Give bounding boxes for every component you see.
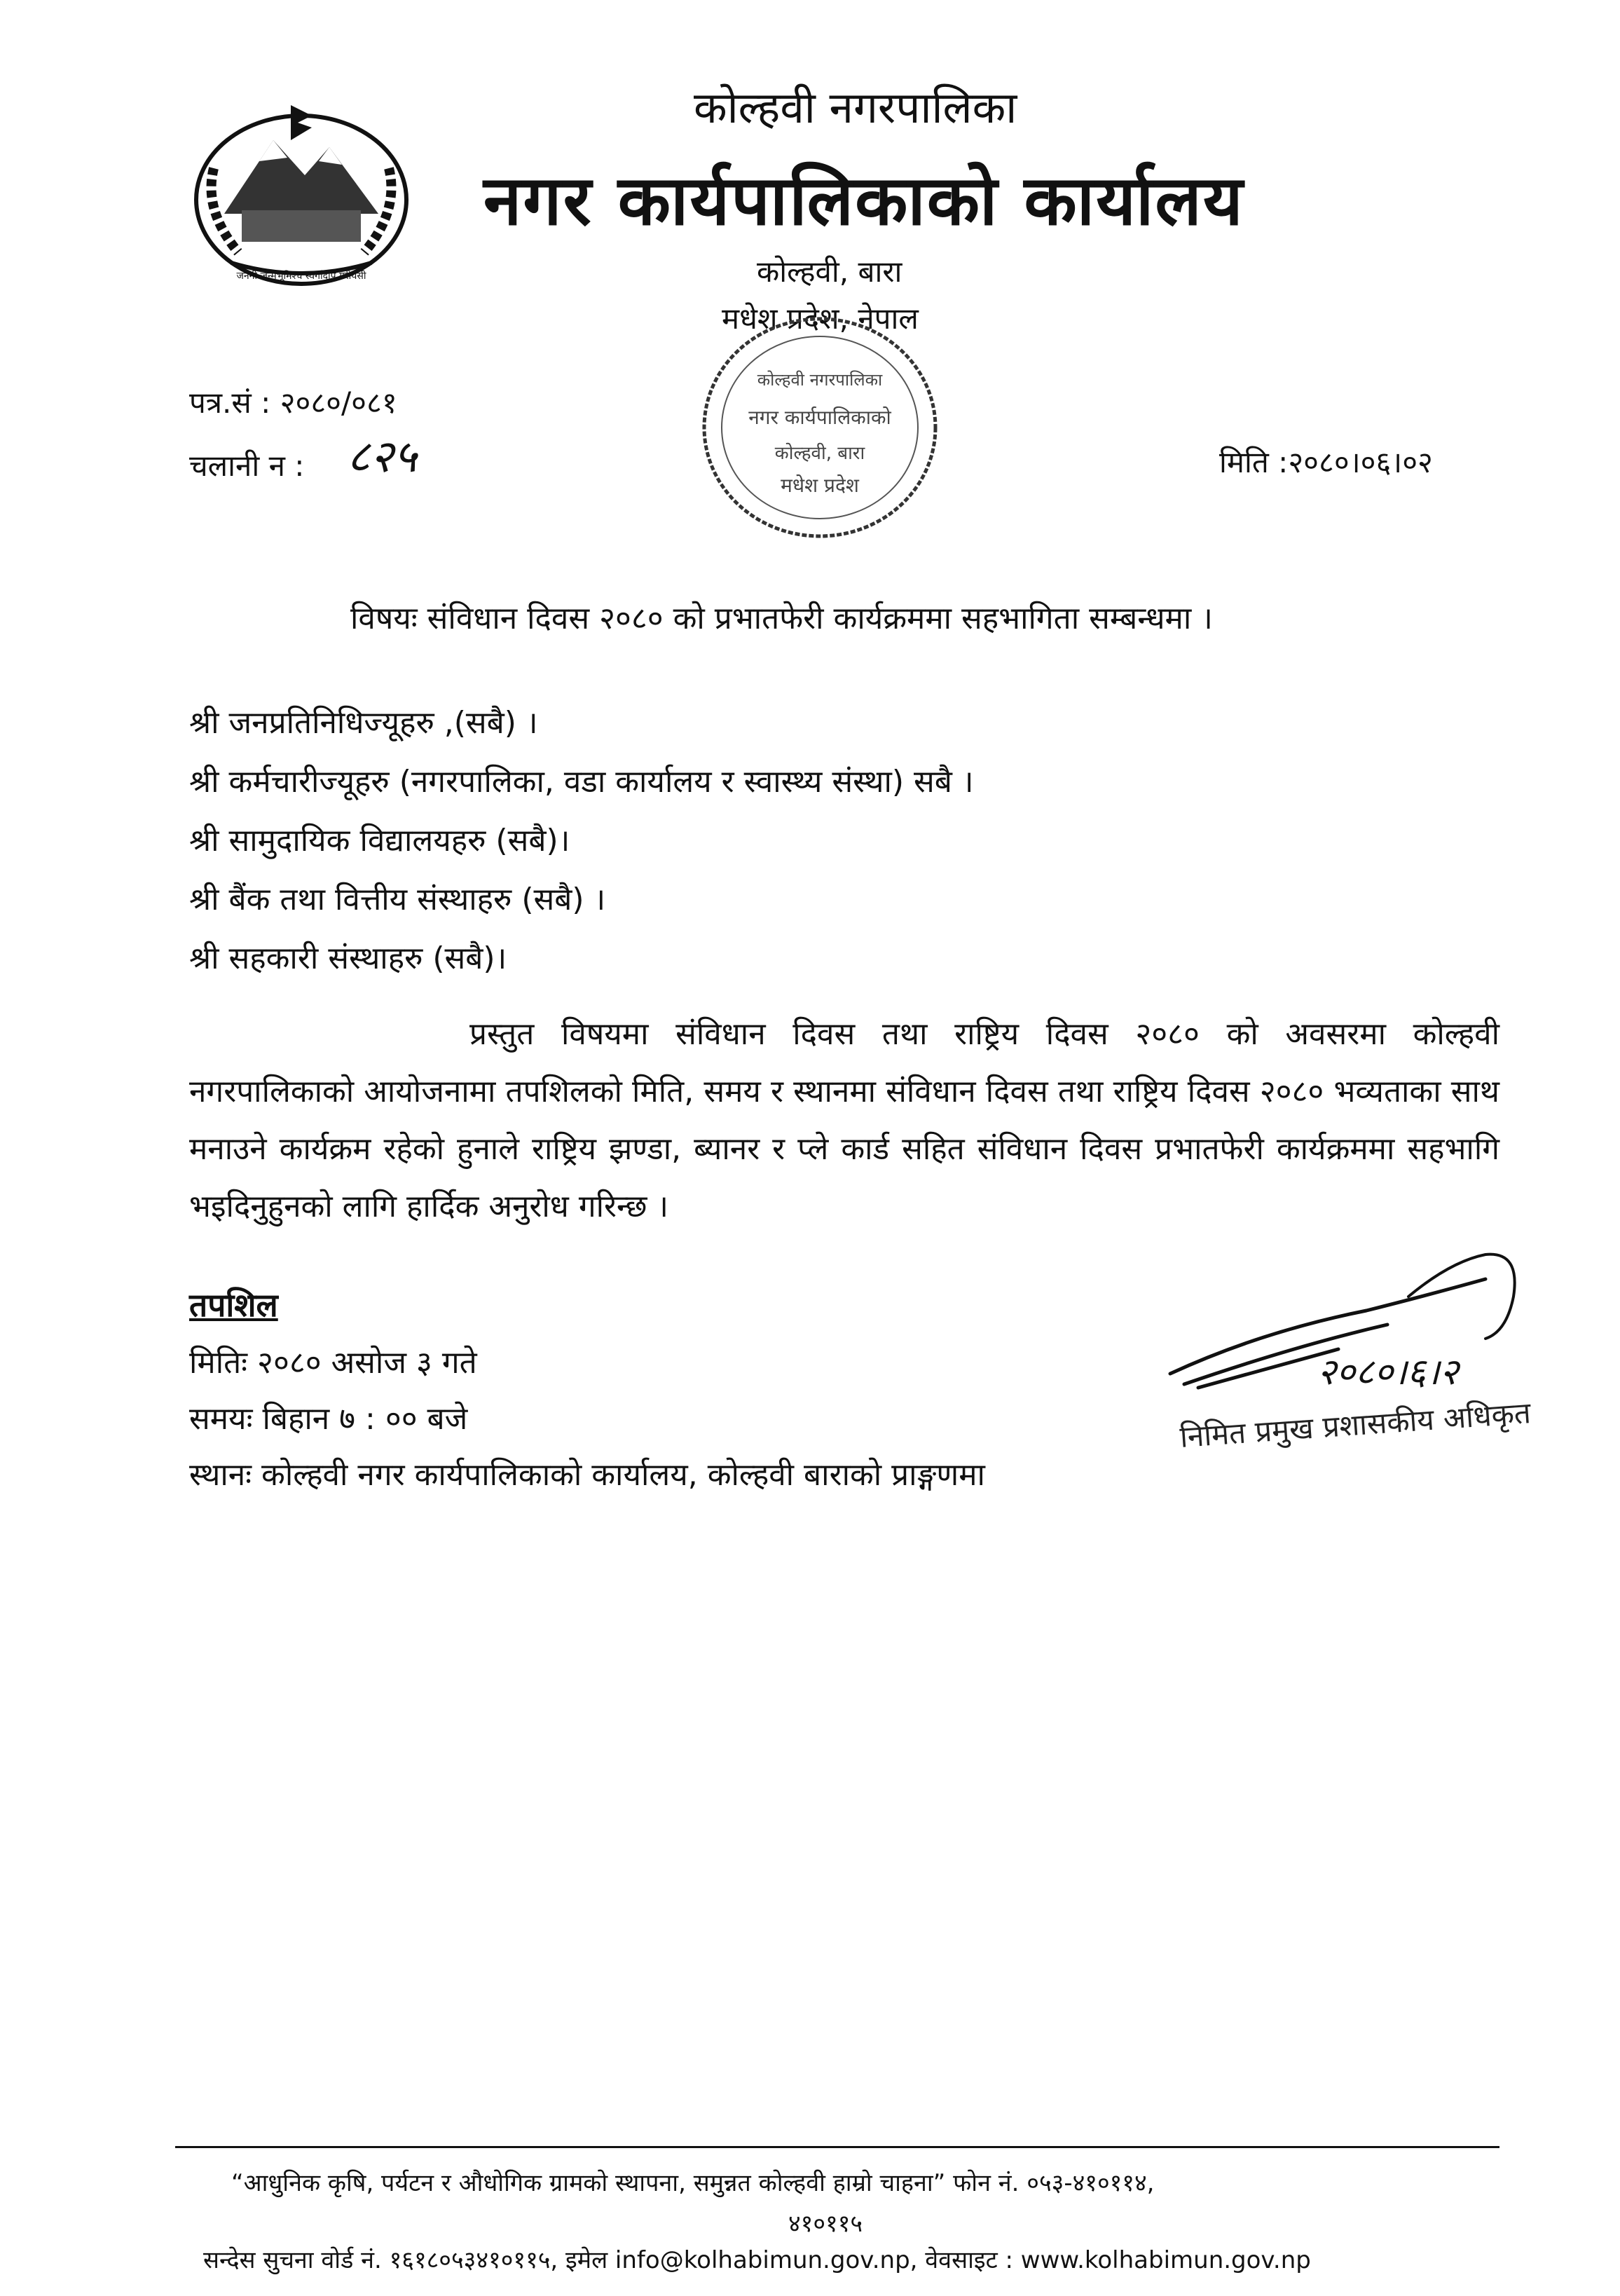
svg-text:नगर कार्यपालिकाको: नगर कार्यपालिकाको bbox=[748, 406, 891, 429]
nepal-emblem-logo bbox=[175, 91, 427, 301]
recipient-list bbox=[189, 694, 974, 988]
recipient-item: श्री बैंक तथा वित्तीय संस्थाहरु (सबै) । bbox=[189, 882, 606, 917]
dispatch-number-label: चलानी न : bbox=[189, 449, 305, 483]
event-time: समयः बिहान ७ : ०० बजे bbox=[189, 1401, 468, 1437]
address-line-1: कोल्हवी, बारा bbox=[757, 254, 902, 289]
officer-signature bbox=[1156, 1212, 1591, 1493]
address-line-2: मधेश प्रदेश, नेपाल bbox=[722, 301, 919, 336]
office-name: नगर कार्यपालिकाको कार्यालय bbox=[483, 161, 1244, 241]
svg-text:२०८०।६।२: २०८०।६।२ bbox=[1317, 1351, 1459, 1393]
event-date: मितिः २०८० असोज ३ गते bbox=[189, 1345, 477, 1381]
event-details bbox=[189, 1335, 985, 1503]
svg-text:कोल्हवी नगरपालिका: कोल्हवी नगरपालिका bbox=[757, 370, 883, 390]
letter-body bbox=[189, 1006, 1499, 1236]
letter-number-label: पत्र.सं : bbox=[189, 385, 271, 420]
svg-text:मधेश प्रदेश: मधेश प्रदेश bbox=[781, 474, 859, 497]
svg-text:कोल्हवी, बारा: कोल्हवी, बारा bbox=[774, 443, 865, 464]
letter-date-value: २०८०।०६।०२ bbox=[1288, 445, 1433, 479]
municipality-name: कोल्हवी नगरपालिका bbox=[694, 82, 1017, 133]
recipient-item: श्री सामुदायिक विद्यालयहरु (सबै)। bbox=[189, 823, 570, 859]
body-paragraph: प्रस्तुत विषयमा संविधान दिवस तथा राष्ट्रिय दिवस २०८० को अवसरमा कोल्हवी नगरपालिकाको आयोजनामा तपशिलको मिति, समय र स्थानमा संविधान दिवस तथा राष्ट्रिय दिवस २०८० भव्यताका साथ मनाउने कार्यक्रम रहेको हुनाले राष्ट्रिय झण्डा, ब्यानर र प्ले कार्ड सहित संविधान दिवस प्रभातफेरी कार्यक्रममा सहभागि भइदिनुहुनको लागि हार्दिक अनुरोध गरिन्छ । bbox=[189, 1016, 1499, 1224]
recipient-item: श्री सहकारी संस्थाहरु (सबै)। bbox=[189, 941, 507, 976]
svg-text:निमित प्रमुख प्रशासकीय अधिकृत: निमित प्रमुख प्रशासकीय अधिकृत bbox=[1179, 1395, 1532, 1454]
office-stamp bbox=[694, 308, 946, 547]
letter-date-label: मिति : bbox=[1219, 445, 1289, 479]
footer-phone-continued: ४१०११५ bbox=[788, 2210, 863, 2238]
letter-number-value: २०८०/०८१ bbox=[280, 385, 397, 420]
svg-text:जननी जन्मभूमिश्च स्वर्गादपि गर: जननी जन्मभूमिश्च स्वर्गादपि गरीयसी bbox=[236, 271, 366, 282]
footer-slogan: “आधुनिक कृषि, पर्यटन र औधोगिक ग्रामको स्थापना, समुन्नत कोल्हवी हाम्रो चाहना” bbox=[231, 2169, 946, 2197]
dispatch-number-value: ८२५ bbox=[347, 431, 417, 483]
event-place: स्थानः कोल्हवी नगर कार्यपालिकाको कार्यालय, कोल्हवी बाराको प्राङ्गणमा bbox=[189, 1457, 985, 1493]
subject-line: विषयः संविधान दिवस २०८० को प्रभातफेरी कार्यक्रममा सहभागिता सम्बन्धमा । bbox=[350, 601, 1213, 636]
recipient-item: श्री जनप्रतिनिधिज्यूहरु ,(सबै) । bbox=[189, 705, 538, 741]
recipient-item: श्री कर्मचारीज्यूहरु (नगरपालिका, वडा कार्यालय र स्वास्थ्य संस्था) सबै । bbox=[189, 764, 974, 800]
footer-divider bbox=[175, 2146, 1499, 2148]
letter-date bbox=[1219, 442, 1433, 481]
details-heading: तपशिल bbox=[189, 1286, 278, 1324]
letter-number bbox=[189, 382, 397, 422]
footer-contact-line: सन्देस सुचना वोर्ड नं. १६१८०५३४१०११५, इमेल info@kolhabimun.gov.np, वेवसाइट : www.kolhabimun.gov.np bbox=[203, 2246, 1311, 2274]
footer-slogan-line bbox=[231, 2166, 1154, 2198]
footer-phone: फोन नं. ०५३-४१०११४, bbox=[953, 2169, 1155, 2197]
